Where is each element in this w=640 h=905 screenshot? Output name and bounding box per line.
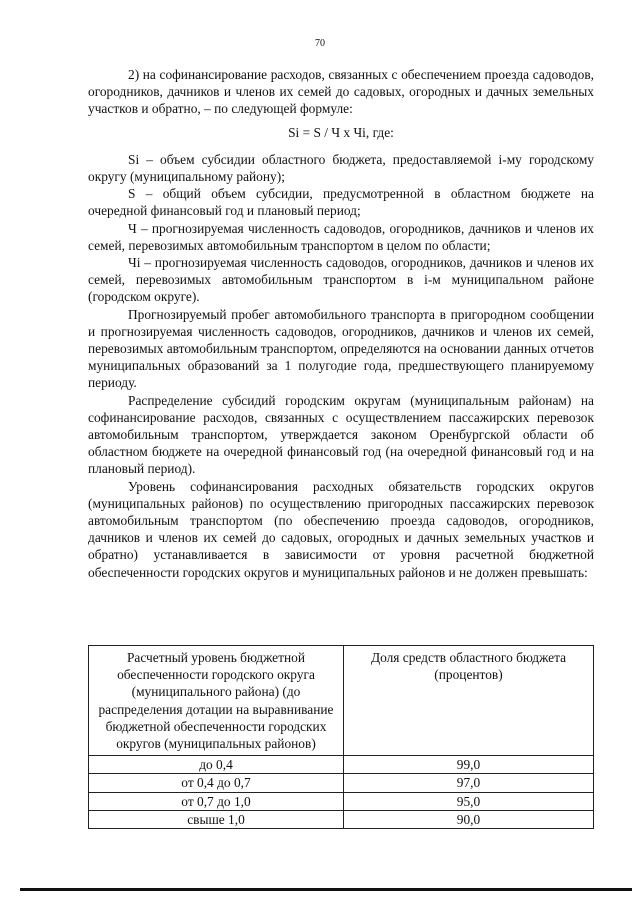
- paragraph-chi-definition: Чi – прогнозируемая численность садоводов, огородников, дачников и членов их семей, перевозимых автомобильным транспортом в i-м муниципальном районе (городском округе).: [88, 255, 594, 305]
- paragraph-distribution: Распределение субсидий городским округам (муниципальным районам) на софинансирование расходов, связанных с осуществлением пассажирских перевозок автомобильным транспортом, утверждается законом Оренбургской области об областном бюджете на очередной финансовый год (на очередной финансовый год и на плановый период).: [88, 392, 594, 477]
- table-row: [89, 792, 594, 810]
- paragraph-s-definition: S – общий объем субсидии, предусмотренной в областном бюджете на очередной финансовый год и плановый период;: [88, 186, 594, 219]
- table-cell-share: 95,0: [344, 792, 594, 810]
- paragraph-cofinancing-level: Уровень софинансирования расходных обязательств городских округов (муниципальных районов) по осуществлению пригородных пассажирских перевозок автомобильным транспортом (по обеспечению проезда садоводов, огородников, дачников и членов их семей до садовых, огородных и дачных земельных участков и обратно) устанавливается в зависимости от уровня расчетной бюджетной обеспеченности городских округов и муниципальных районов и не должен превышать:: [88, 478, 594, 580]
- paragraph-forecast: Прогнозируемый пробег автомобильного транспорта в пригородном сообщении и прогнозируемая численность садоводов, огородников, дачников и членов их семей, перевозимых автомобильным транспортом, определяются на основании данных отчетов муниципальных образований за 1 полугодие года, предшествующего планируемому периоду.: [88, 306, 594, 391]
- cofinancing-table: [88, 645, 594, 829]
- table-cell-level: от 0,4 до 0,7: [89, 774, 344, 792]
- table-cell-share: 97,0: [344, 774, 594, 792]
- table-header-row: [89, 646, 594, 756]
- formula: Si = S / Ч х Чi, где:: [288, 124, 394, 140]
- table-cell-level: от 0,7 до 1,0: [89, 792, 344, 810]
- scan-bottom-edge: [20, 888, 632, 891]
- table-row: [89, 756, 594, 774]
- table-cell-level: до 0,4: [89, 756, 344, 774]
- table-cell-share: 99,0: [344, 756, 594, 774]
- table-row: [89, 810, 594, 828]
- table-row: [89, 774, 594, 792]
- table-header-budget-level: Расчетный уровень бюджетной обеспеченности городского округа (муниципального района) (до распределения дотации на выравнивание бюджетной обеспеченности городских округов (муниципальных районов): [89, 646, 344, 756]
- table-cell-share: 90,0: [344, 810, 594, 828]
- paragraph-ch-definition: Ч – прогнозируемая численность садоводов, огородников, дачников и членов их семей, перевозимых автомобильным транспортом в целом по области;: [88, 220, 594, 253]
- paragraph-si-definition: Si – объем субсидии областного бюджета, предоставляемой i-му городскому округу (муниципальному району);: [88, 151, 594, 185]
- paragraph-item-2: 2) на софинансирование расходов, связанных с обеспечением проезда садоводов, огородников, дачников и членов их семей до садовых, огородных и дачных земельных участков и обратно, – по следующей формуле:: [88, 67, 594, 117]
- table-header-share: Доля средств областного бюджета (процентов): [344, 646, 594, 756]
- page-number: 70: [315, 38, 325, 49]
- table-cell-level: свыше 1,0: [89, 810, 344, 828]
- document-body: [88, 66, 594, 581]
